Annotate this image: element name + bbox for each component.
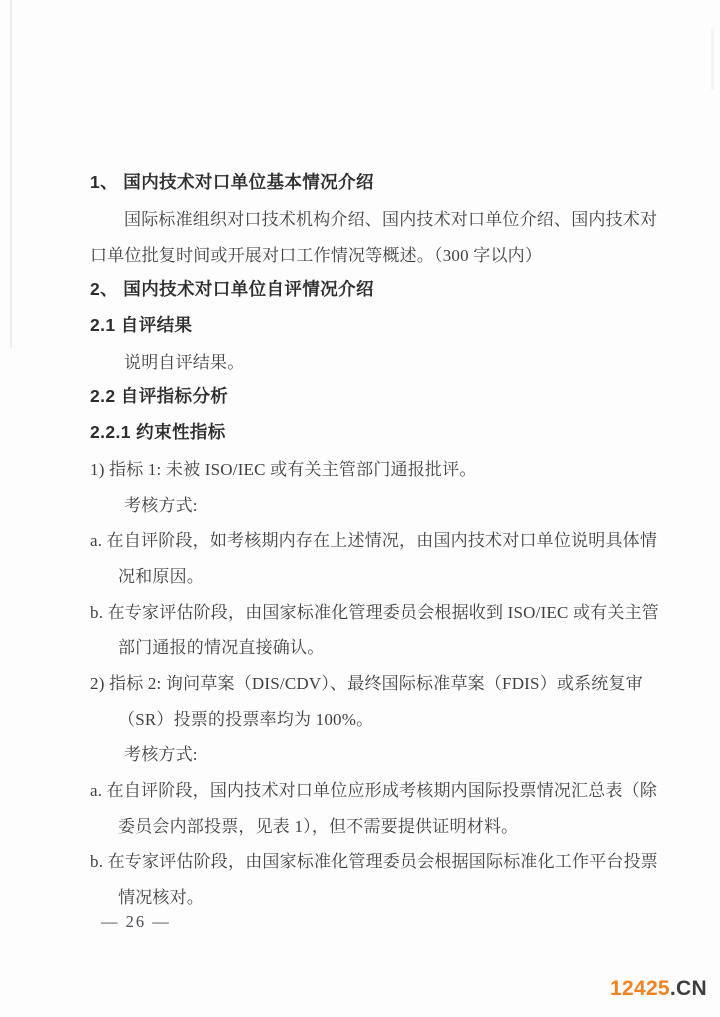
- paragraph-line: 国际标准组织对口技术机构介绍、国内技术对口单位介绍、国内技术对: [124, 210, 658, 230]
- heading-section-2-1: 2.1 自评结果: [90, 315, 193, 336]
- list-item-indicator-1: 1) 指标 1: 未被 ISO/IEC 或有关主管部门通报批评。: [90, 459, 477, 479]
- watermark-suffix: .CN: [669, 977, 707, 1000]
- list-item-b: b. 在专家评估阶段，由国家标准化管理委员会根据国际标准化工作平台投票: [90, 852, 658, 872]
- scan-artifact-right-edge: [711, 28, 714, 90]
- paragraph-line: 考核方式:: [124, 745, 198, 765]
- list-item-a: a. 在自评阶段，如考核期内存在上述情况，由国内技术对口单位说明具体情: [90, 531, 658, 551]
- continuation-line: 况和原因。: [118, 566, 204, 586]
- watermark-number: 12425: [610, 977, 670, 1000]
- heading-section-2: 2、 国内技术对口单位自评情况介绍: [90, 279, 374, 300]
- continuation-line: 委员会内部投票，见表 1），但不需要提供证明材料。: [118, 816, 519, 836]
- heading-section-2-2-1: 2.2.1 约束性指标: [90, 422, 226, 443]
- document-body: [90, 164, 659, 913]
- continuation-line: （SR）投票的投票率均为 100%。: [118, 709, 374, 729]
- paragraph-line: 说明自评结果。: [124, 352, 245, 372]
- list-item-a: a. 在自评阶段，国内技术对口单位应形成考核期内国际投票情况汇总表（除: [90, 781, 658, 801]
- heading-section-2-2: 2.2 自评指标分析: [90, 386, 229, 407]
- paragraph-line: 口单位批复时间或开展对口工作情况等概述。（300 字以内）: [90, 245, 543, 265]
- continuation-line: 情况核对。: [118, 888, 204, 908]
- list-item-b: b. 在专家评估阶段，由国家标准化管理委员会根据收到 ISO/IEC 或有关主管: [90, 602, 659, 622]
- scan-artifact-left-edge: [10, 0, 12, 348]
- heading-section-1: 1、 国内技术对口单位基本情况介绍: [90, 172, 374, 193]
- paragraph-line: 考核方式:: [124, 495, 198, 515]
- page-number: — 26 —: [101, 912, 171, 931]
- site-watermark: [610, 977, 707, 1001]
- list-item-indicator-2: 2) 指标 2: 询问草案（DIS/CDV）、最终国际标准草案（FDIS）或系统复审: [90, 673, 643, 693]
- continuation-line: 部门通报的情况直接确认。: [118, 638, 325, 658]
